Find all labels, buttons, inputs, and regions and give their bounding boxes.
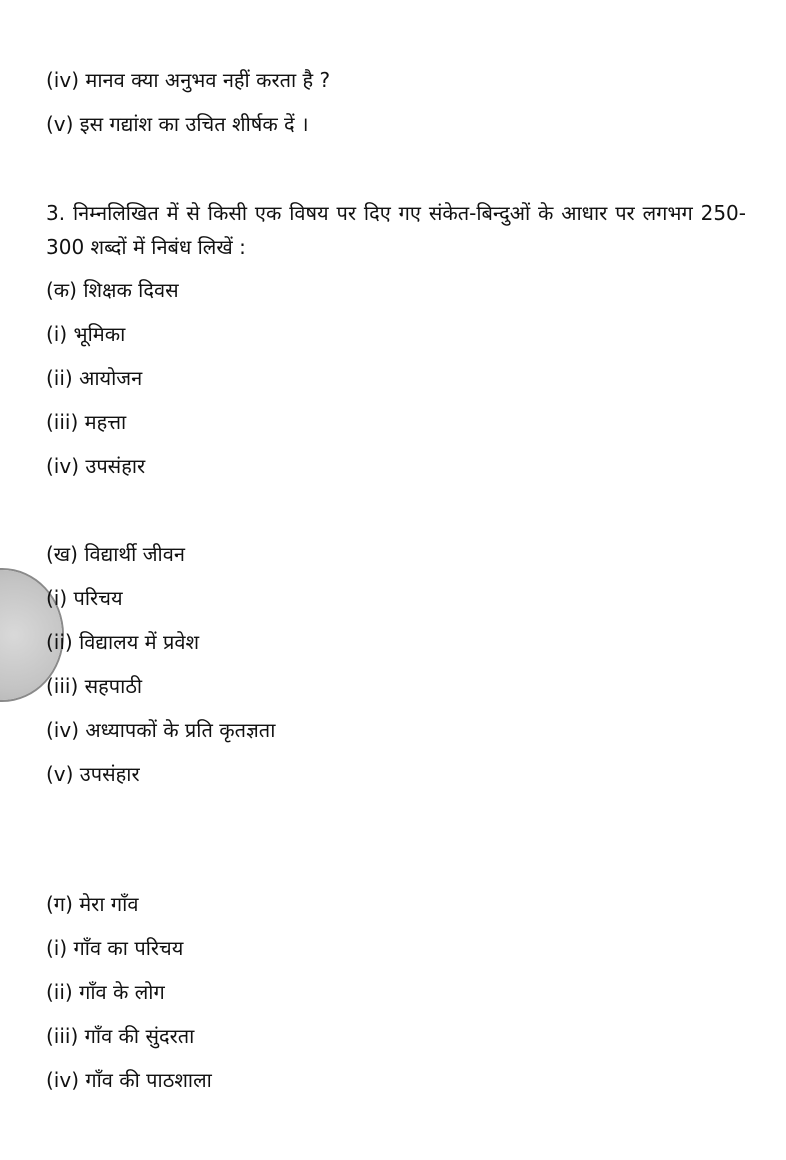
topic-kha-point: (iii) सहपाठी [46,674,143,698]
topic-ga-point: (ii) गाँव के लोग [46,980,165,1004]
topic-kha-point: (i) परिचय [46,586,123,610]
prev-question-v: (v) इस गद्यांश का उचित शीर्षक दें । [46,112,309,136]
topic-ka-title: (क) शिक्षक दिवस [46,278,179,302]
topic-kha-title: (ख) विद्यार्थी जीवन [46,542,185,566]
topic-kha-point: (ii) विद्यालय में प्रवेश [46,630,200,654]
question-3-text: 3. निम्नलिखित में से किसी एक विषय पर दिए गए संकेत-बिन्दुओं के आधार पर लगभग 250-300 शब्दों में निबंध लिखें : [46,201,746,259]
topic-ka-point: (ii) आयोजन [46,366,143,390]
topic-ka-point: (i) भूमिका [46,322,126,346]
topic-ka-point: (iv) उपसंहार [46,454,146,478]
topic-kha-point: (iv) अध्यापकों के प्रति कृतज्ञता [46,718,276,742]
topic-kha-point: (v) उपसंहार [46,762,140,786]
topic-ga-point: (iv) गाँव की पाठशाला [46,1068,212,1092]
prev-question-iv: (iv) मानव क्या अनुभव नहीं करता है ? [46,68,331,92]
topic-ga-point: (i) गाँव का परिचय [46,936,184,960]
topic-ka-point: (iii) महत्ता [46,410,127,434]
topic-ga-point: (iii) गाँव की सुंदरता [46,1024,195,1048]
topic-ga-title: (ग) मेरा गाँव [46,892,139,916]
